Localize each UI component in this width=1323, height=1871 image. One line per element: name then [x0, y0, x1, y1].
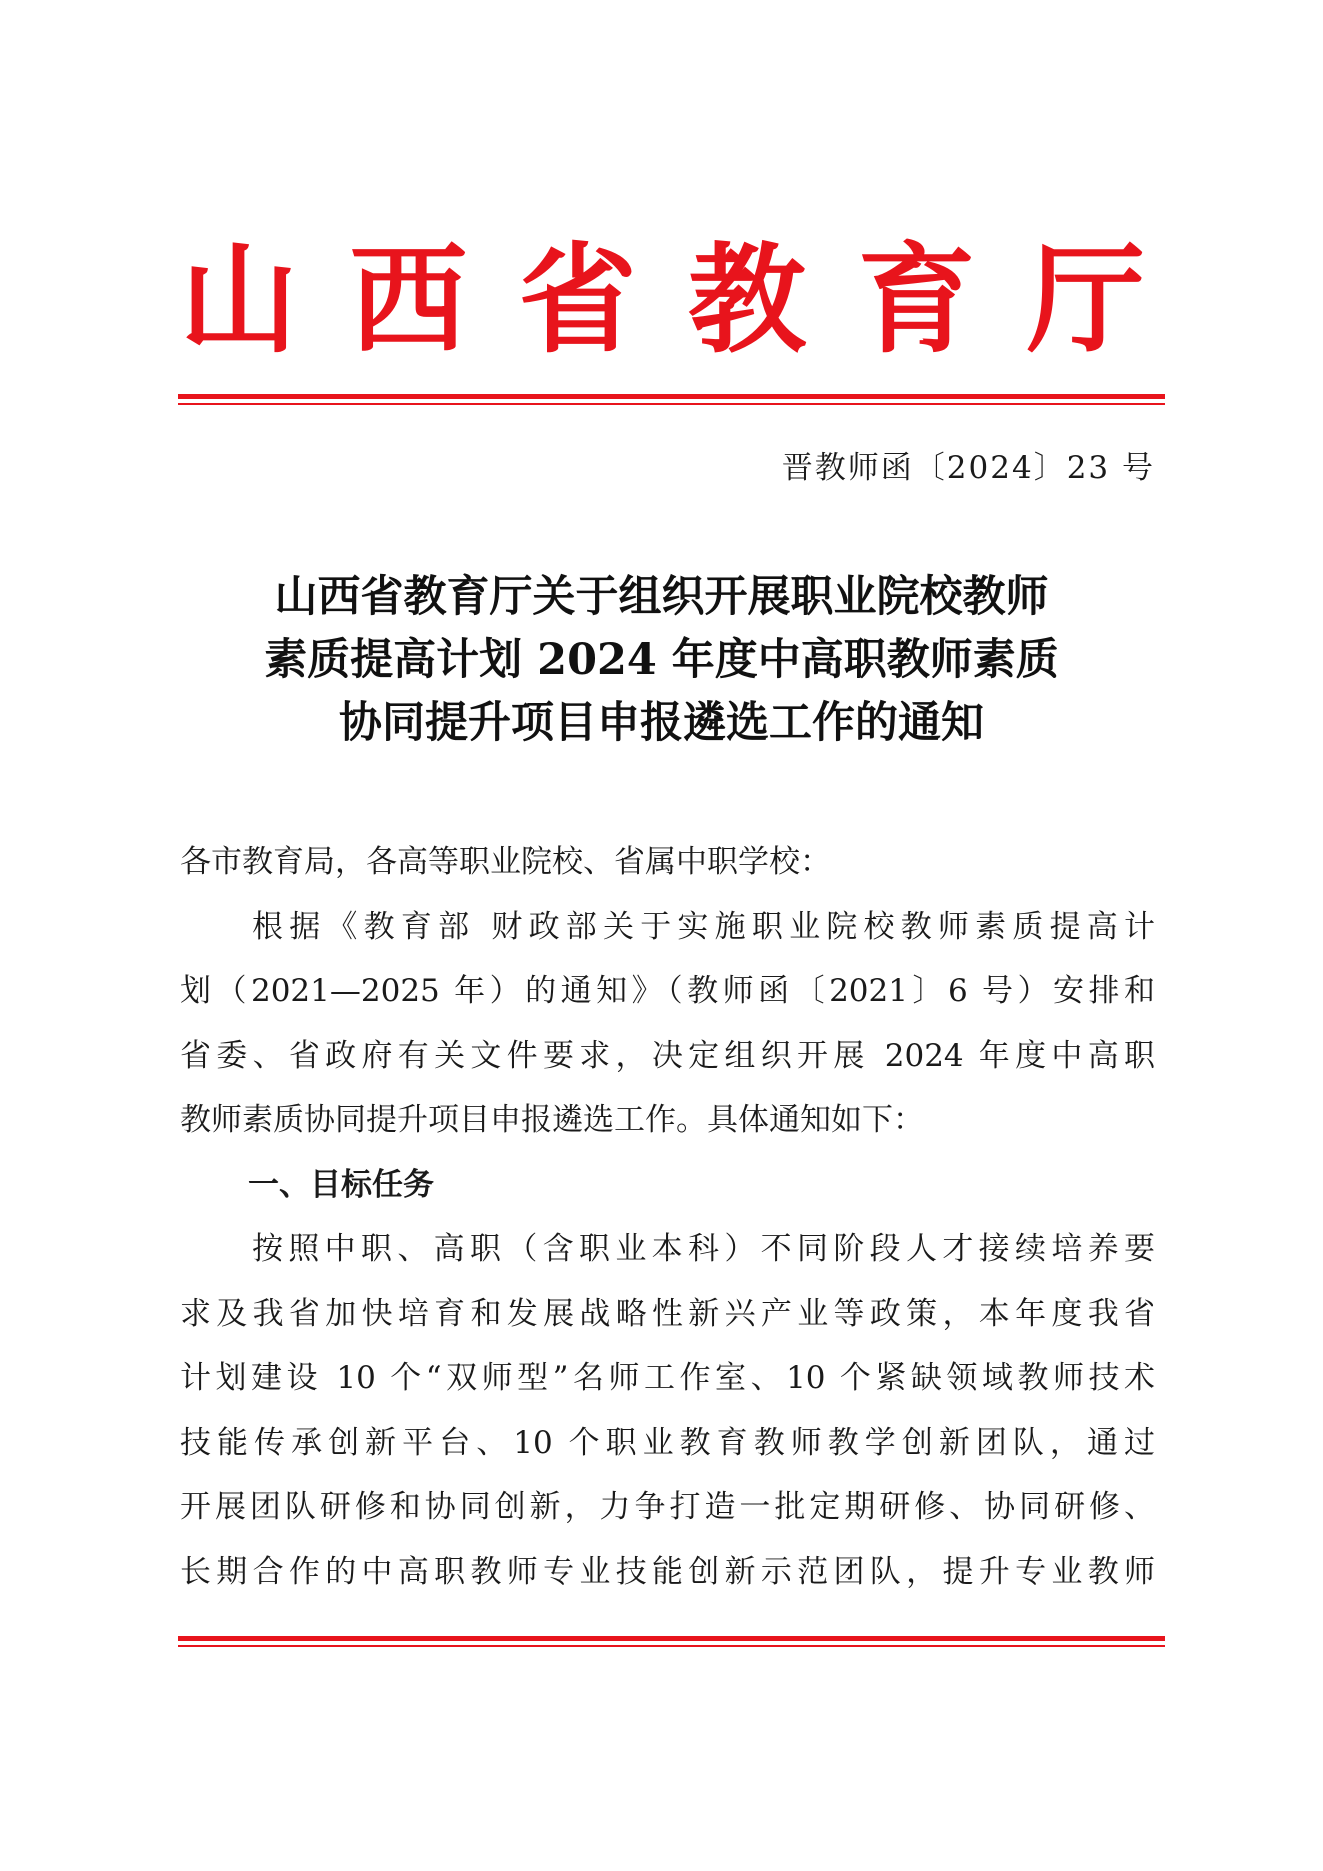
- paragraph-line: 计划建设 10 个“双师型”名师工作室、10 个紧缺领域教师技术: [180, 1360, 1155, 1396]
- section-heading: 一、目标任务: [248, 1166, 434, 1203]
- paragraph-line: 求及我省加快培育和发展战略性新兴产业等政策，本年度我省: [180, 1295, 1155, 1332]
- paragraph-line: 根据《教育部 财政部关于实施职业院校教师素质提高计: [252, 908, 1155, 945]
- paragraph-line: 技能传承创新平台、10 个职业教育教师教学创新团队，通过: [180, 1424, 1155, 1461]
- document-title: [170, 566, 1153, 755]
- paragraph-line: 长期合作的中高职教师专业技能创新示范团队，提升专业教师: [180, 1553, 1155, 1590]
- title-line: 素质提高计划 2024 年度中高职教师素质: [264, 635, 1059, 685]
- red-divider-top: [178, 394, 1165, 405]
- document-number: 晋教师函〔2024〕23 号: [781, 450, 1155, 486]
- masthead-char: 西: [349, 230, 468, 369]
- red-divider-bottom: [178, 1636, 1165, 1647]
- paragraph-line: 按照中职、高职（含职业本科）不同阶段人才接续培养要: [252, 1231, 1155, 1267]
- paragraph-line: 开展团队研修和协同创新，力争打造一批定期研修、协同研修、: [180, 1489, 1155, 1525]
- masthead-char: 山: [180, 230, 299, 369]
- paragraph-line: 省委、省政府有关文件要求，决定组织开展 2024 年度中高职: [180, 1037, 1155, 1074]
- masthead-char: 教: [688, 230, 807, 369]
- title-line: 山西省教育厅关于组织开展职业院校教师: [274, 572, 1049, 622]
- masthead-char: 厅: [1026, 230, 1145, 369]
- masthead-char: 育: [857, 230, 976, 369]
- document-body: [180, 830, 1155, 1604]
- paragraph-line: 划（2021—2025 年）的通知》（教师函〔2021〕6 号）安排和: [180, 973, 1155, 1009]
- paragraph-line: 教师素质协同提升项目申报遴选工作。具体通知如下：: [180, 1102, 924, 1138]
- salutation: 各市教育局，各高等职业院校、省属中职学校：: [180, 844, 831, 880]
- masthead-char: 省: [518, 230, 637, 369]
- title-line: 协同提升项目申报遴选工作的通知: [339, 698, 984, 748]
- masthead: [180, 230, 1145, 369]
